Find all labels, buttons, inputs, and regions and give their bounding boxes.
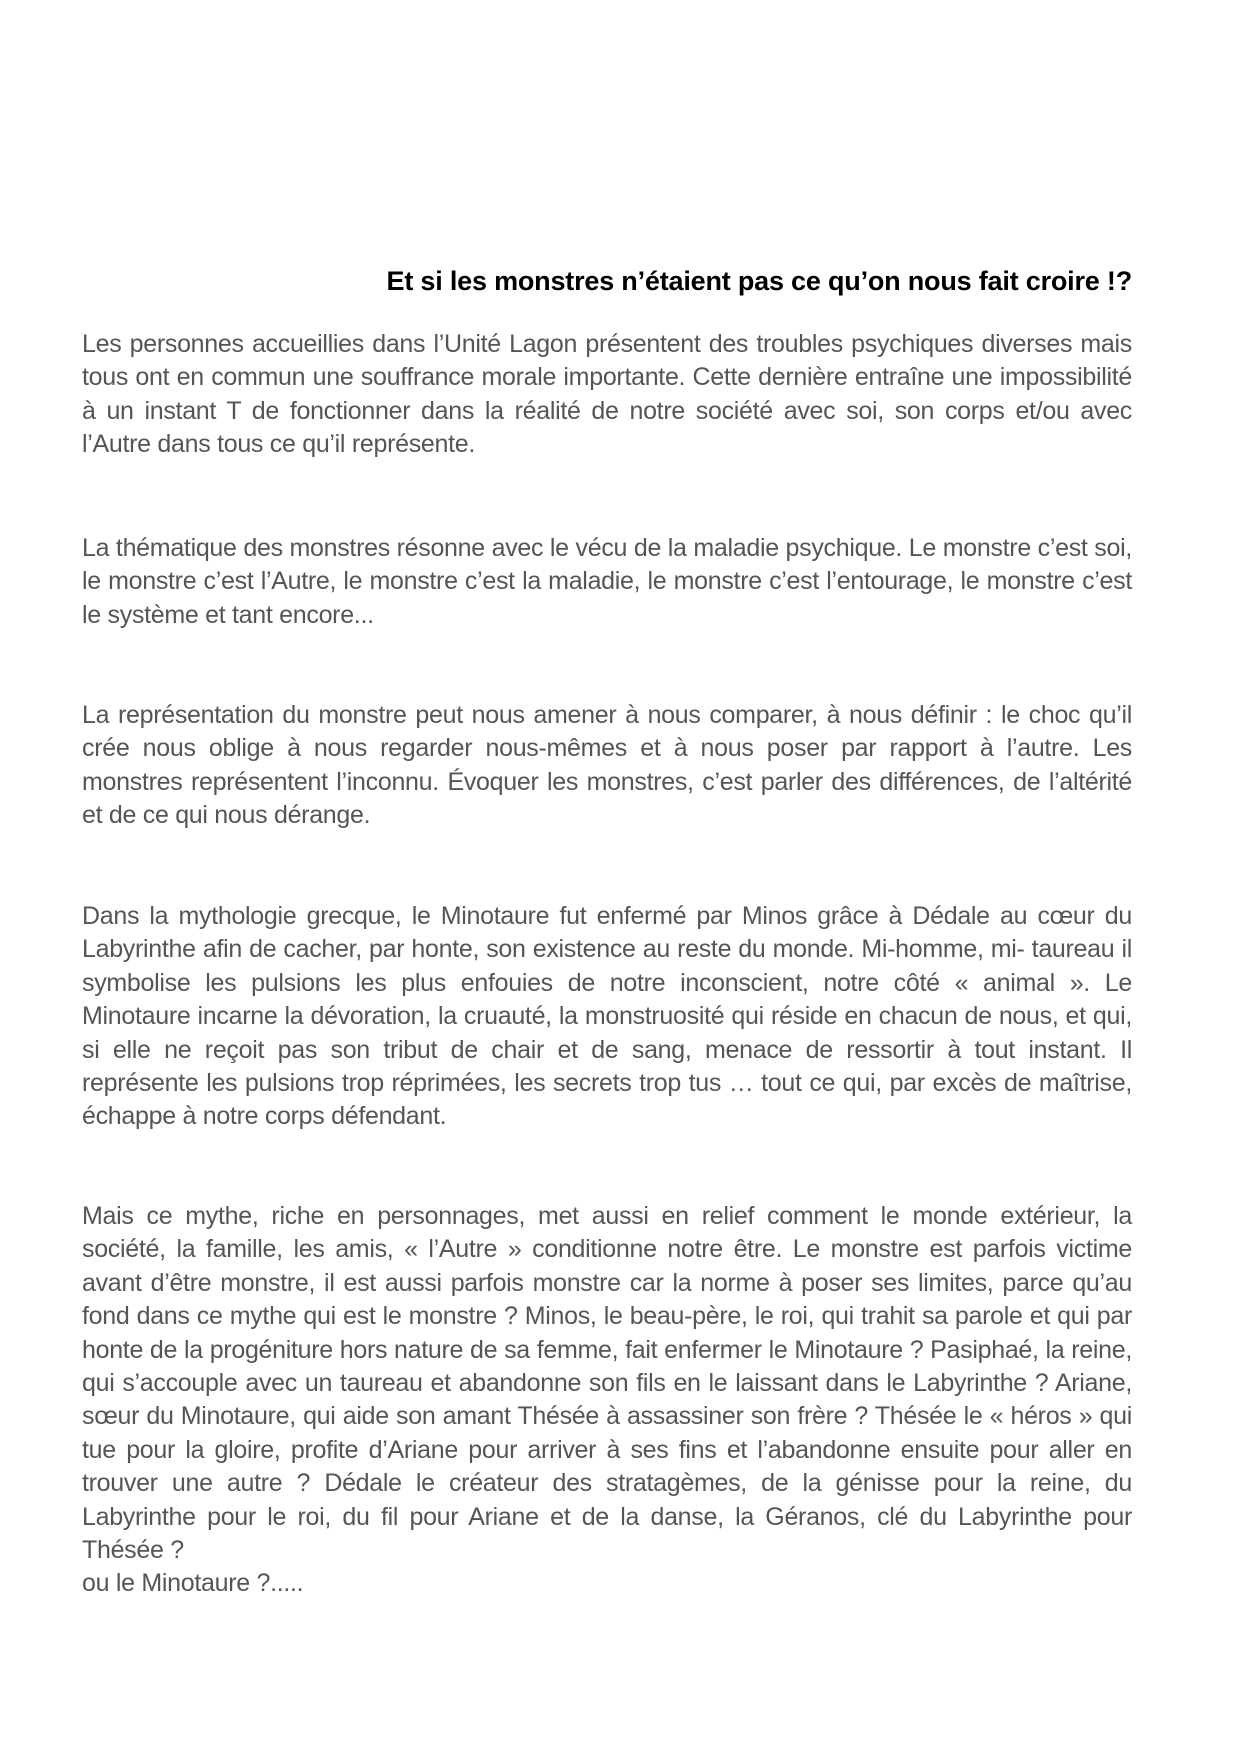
paragraph-2: La thématique des monstres résonne avec le vécu de la maladie psychique. Le monstre c’est soi, le monstre c’est l’Autre, le monstre c’est la maladie, le monstre c’est l’entourage, le monstre c’est le système et tant encore... [82, 534, 1132, 629]
paragraph-4: Dans la mythologie grecque, le Minotaure fut enfermé par Minos grâce à Dédale au cœur du Labyrinthe afin de cacher, par honte, son existence au reste du monde. Mi-homme, mi- taureau il symbolise les pulsions les plus enfouies de notre inconscient, notre côté « animal ». Le Minotaure incarne la dévoration, la cruauté, la monstruosité qui réside en chacun de nous, et qui, si elle ne reçoit pas son tribut de chair et de sang, menace de ressortir à tout instant. Il représente les pulsions trop réprimées, les secrets trop tus … tout ce qui, par excès de maîtrise, échappe à notre corps défendant. [82, 902, 1132, 1131]
closing-line: ou le Minotaure ?..... [82, 1569, 304, 1598]
paragraph-5-block [82, 1200, 1132, 1601]
document-title: Et si les monstres n’étaient pas ce qu’on nous fait croire !? [386, 266, 1132, 296]
paragraph-3: La représentation du monstre peut nous amener à nous comparer, à nous définir : le choc qu’il crée nous oblige à nous regarder nous-mêmes et à nous poser par rapport à l’autre. Les monstres représentent l’inconnu. Évoquer les monstres, c’est parler des différences, de l’altérité et de ce qui nous dérange. [82, 701, 1132, 830]
paragraph-5: Mais ce mythe, riche en personnages, met aussi en relief comment le monde extérieur, la société, la famille, les amis, « l’Autre » conditionne notre être. Le monstre est parfois victime avant d’être monstre, il est aussi parfois monstre car la norme à poser ses limites, parce qu’au fond dans ce mythe qui est le monstre ? Minos, le beau-père, le roi, qui trahit sa parole et qui par honte de la progéniture hors nature de sa femme, fait enfermer le Minotaure ? Pasiphaé, la reine, qui s’accouple avec un taureau et abandonne son fils en le laissant dans le Labyrinthe ? Ariane, sœur du Minotaure, qui aide son amant Thésée à assassiner son frère ? Thésée le « héros » qui tue pour la gloire, profite d’Ariane pour arriver à ses fins et l’abandonne ensuite pour aller en trouver une autre ? Dédale le créateur des stratagèmes, de la génisse pour la reine, du Labyrinthe pour le roi, du fil pour Ariane et de la danse, la Géranos, clé du Labyrinthe pour Thésée ? [82, 1202, 1132, 1565]
paragraph-1: Les personnes accueillies dans l’Unité Lagon présentent des troubles psychiques diverses mais tous ont en commun une souffrance morale importante. Cette dernière entraîne une impossibilité à un instant T de fonctionner dans la réalité de notre société avec soi, son corps et/ou avec l’Autre dans tous ce qu’il représente. [82, 330, 1132, 459]
